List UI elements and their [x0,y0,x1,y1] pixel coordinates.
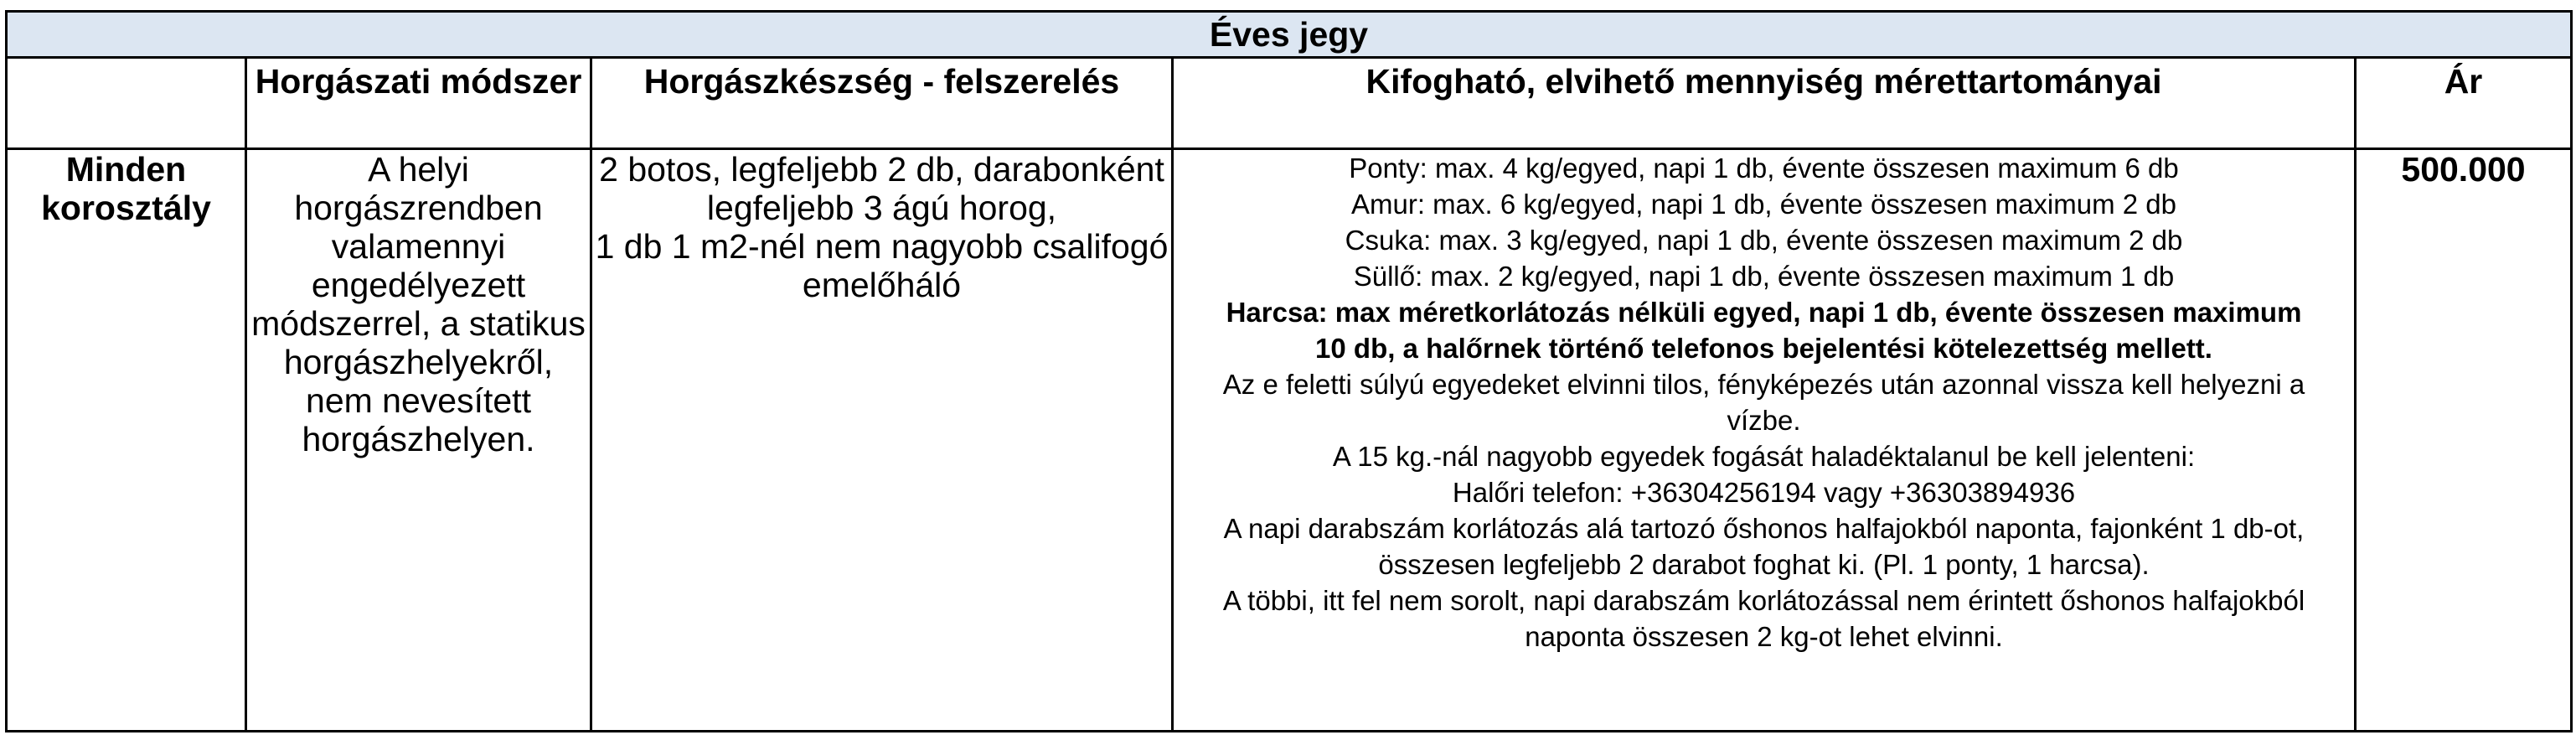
rule-csuka: Csuka: max. 3 kg/egyed, napi 1 db, évente összesen maximum 2 db [1345,225,2183,256]
rule-over-weight: Az e feletti súlyú egyedeket elvinni tilos, fényképezés után azonnal vissza kell helyezni a vízbe. [1222,369,2305,436]
rule-sullo: Süllő: max. 2 kg/egyed, napi 1 db, évente összesen maximum 1 db [1353,261,2175,292]
rule-harcsa: Harcsa: max méretkorlátozás nélküli egyed, napi 1 db, évente összesen maximum 10 db, a halőrnek történő telefonos bejelentési kötelezettség mellett. [1226,297,2302,364]
header-equipment: Horgászkészség - felszerelés [591,58,1173,149]
header-catch-limits: Kifogható, elvihető mennyiség mérettartományai [1173,58,2356,149]
rule-ponty: Ponty: max. 4 kg/egyed, napi 1 db, évente összesen maximum 6 db [1349,153,2179,184]
equipment-cell [591,149,1173,732]
rule-others: A többi, itt fel nem sorolt, napi darabszám korlátozással nem érintett őshonos halfajokból naponta összesen 2 kg-ot lehet elvinni. [1222,585,2305,652]
equipment-line-2: 1 db 1 m2-nél nem nagyobb csalifogó emelőháló [595,227,1169,304]
annual-ticket-table [5,10,2573,732]
price-cell: 500.000 [2356,149,2572,732]
catch-limits-cell [1173,149,2356,732]
category-cell: Minden korosztály [7,149,246,732]
table-title: Éves jegy [7,12,2572,58]
rule-report: A 15 kg.-nál nagyobb egyedek fogását haladéktalanul be kell jelenteni: [1332,441,2196,472]
rule-phone: Halőri telefon: +36304256194 vagy +36303894936 [1452,477,2076,508]
rule-daily-limit: A napi darabszám korlátozás alá tartozó őshonos halfajokból naponta, fajonként 1 db-ot, összesen legfeljebb 2 darabot foghat ki. (Pl. 1 ponty, 1 harcsa). [1223,513,2305,580]
rule-amur: Amur: max. 6 kg/egyed, napi 1 db, évente összesen maximum 2 db [1350,189,2176,220]
header-method: Horgászati módszer [246,58,591,149]
header-price: Ár [2356,58,2572,149]
equipment-line-1: 2 botos, legfeljebb 2 db, darabonként legfeljebb 3 ágú horog, [599,150,1164,227]
header-empty [7,58,246,149]
method-cell: A helyi horgászrendben valamennyi engedélyezett módszerrel, a statikus horgászhelyekről, nem nevesített horgászhelyen. [246,149,591,732]
